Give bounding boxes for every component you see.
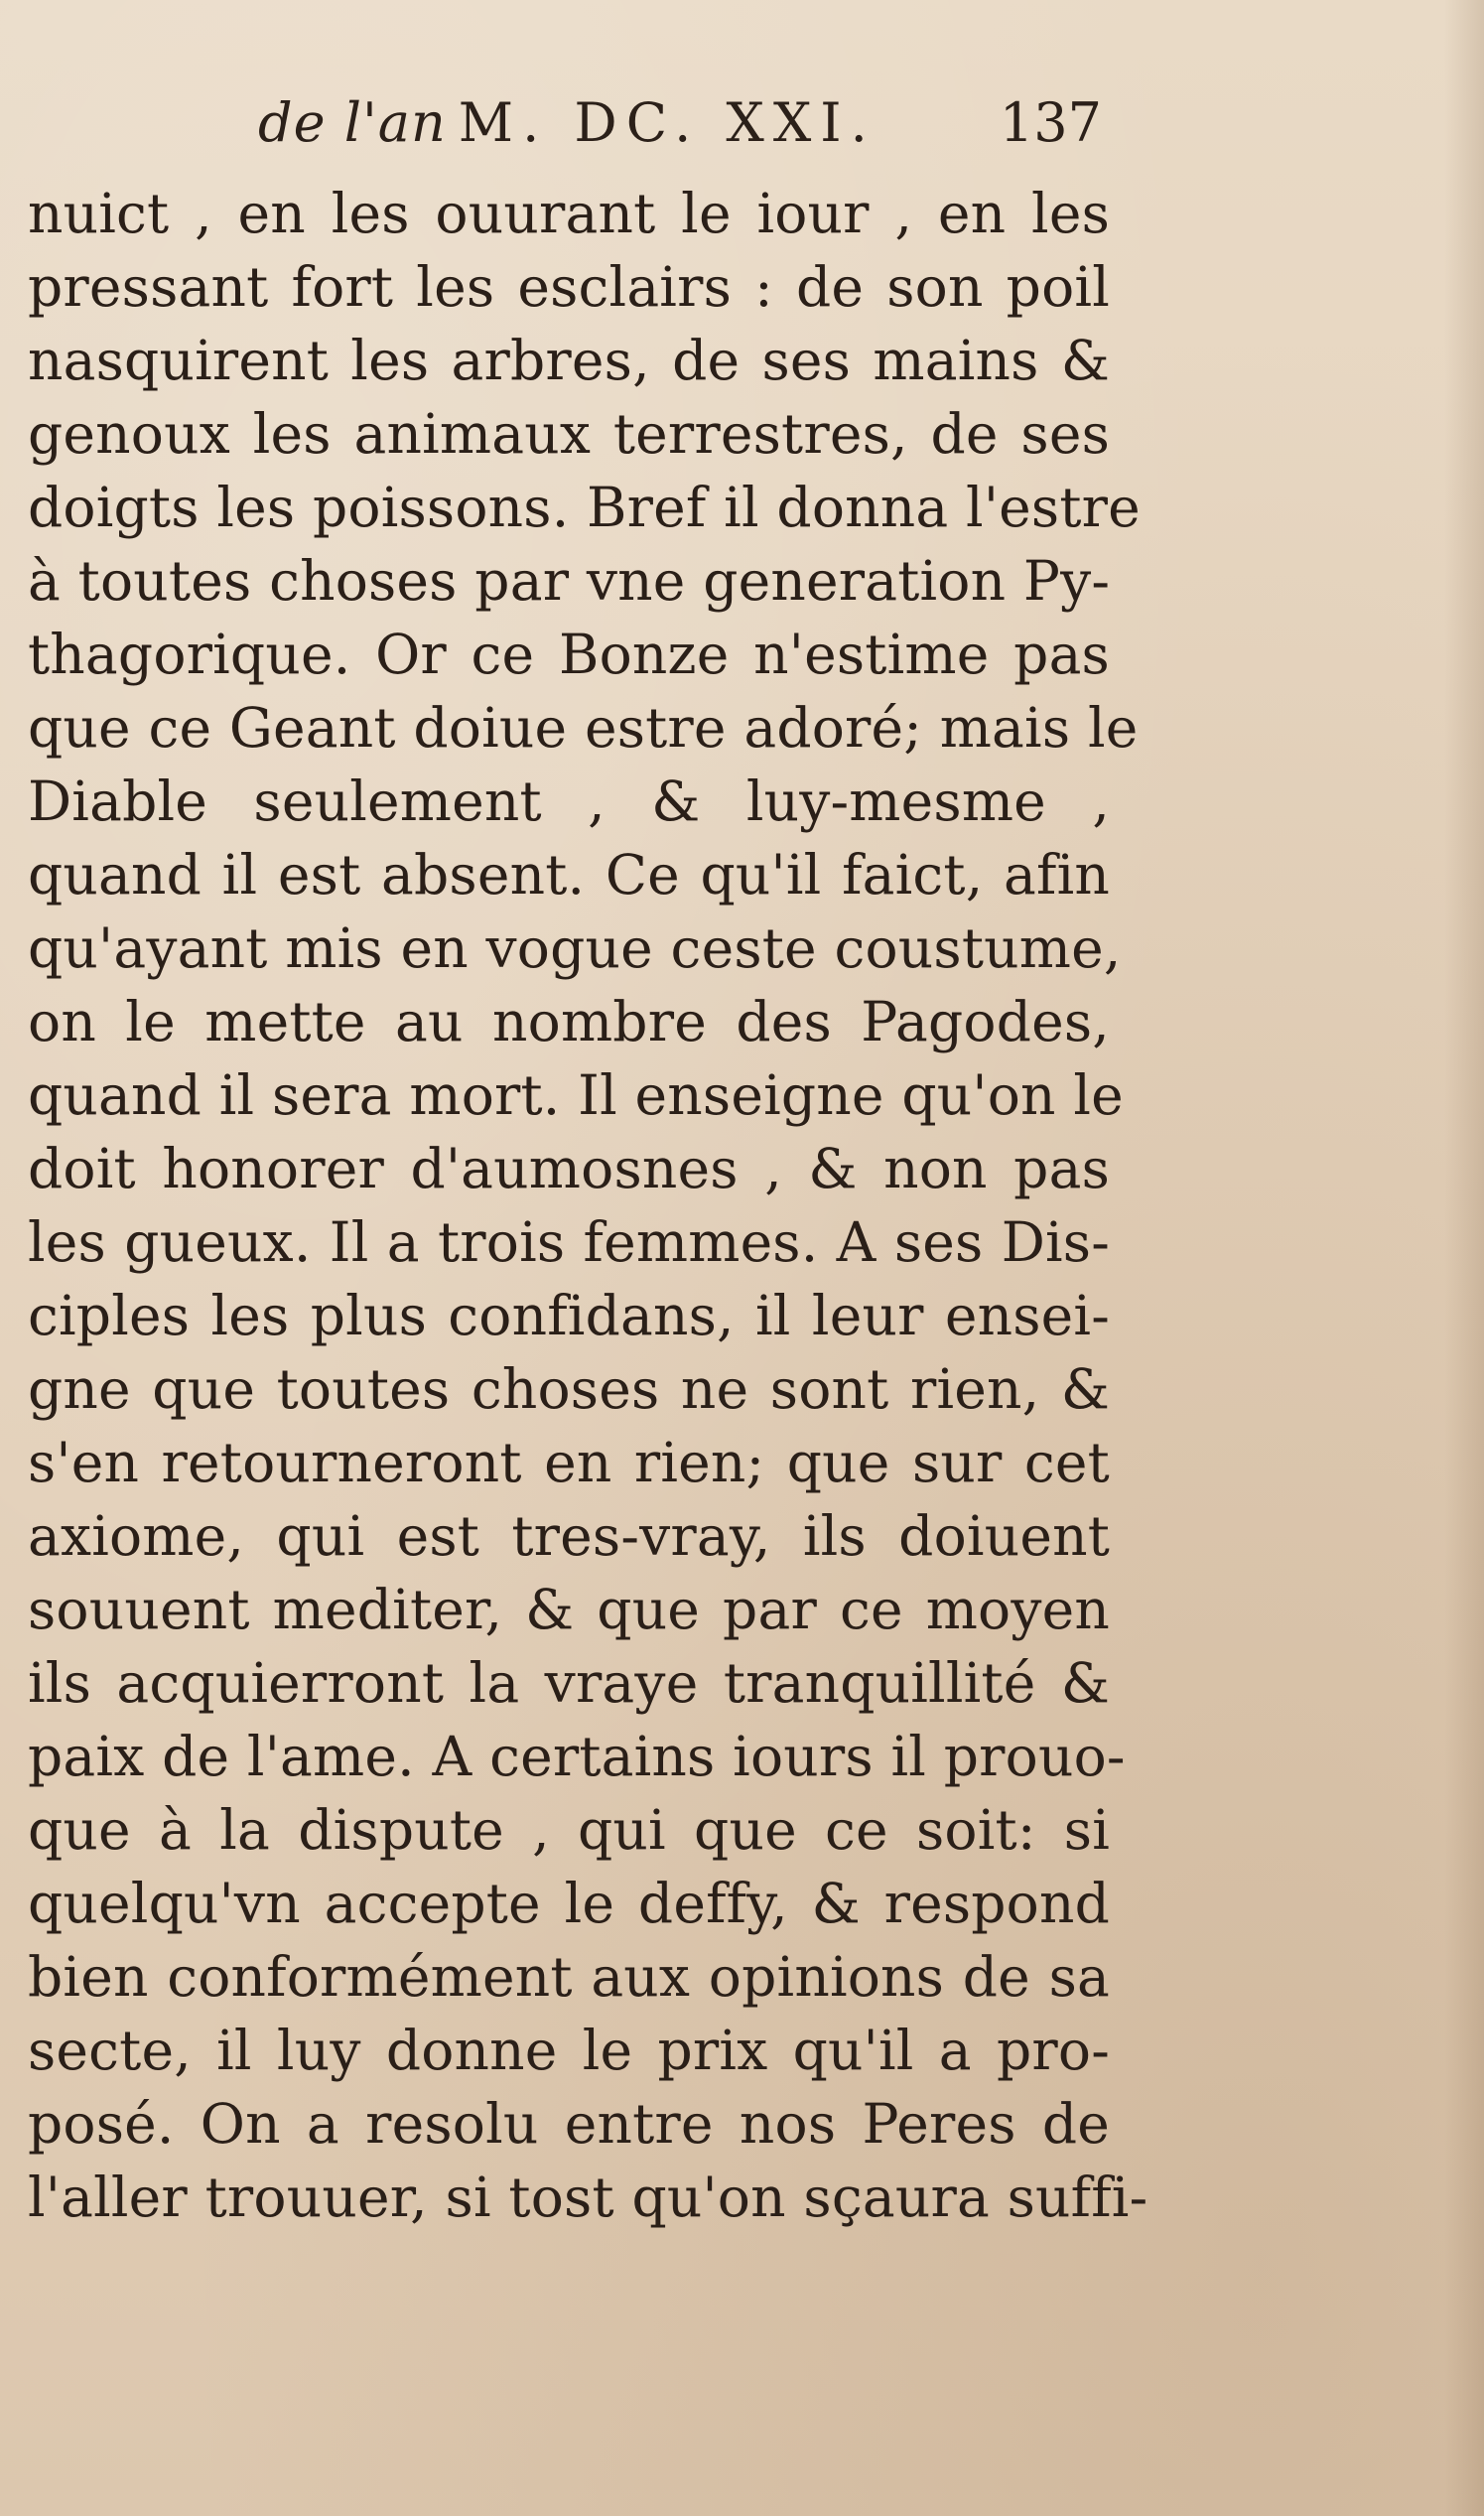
- text-line: les gueux. Il a trois femmes. A ses Dis-: [28, 1210, 1110, 1274]
- text-line: gne que toutes choses ne sont rien, &: [28, 1357, 1110, 1421]
- running-title-year: M. DC. XXI.: [458, 91, 877, 154]
- page-edge-shadow: [1444, 0, 1484, 2516]
- text-line: quelqu'vn accepte le deffy, & respond: [28, 1872, 1110, 1935]
- text-line: posé. On a resolu entre nos Peres de: [28, 2092, 1110, 2156]
- text-line: doigts les poissons. Bref il donna l'estre: [28, 476, 1141, 539]
- page-number: 137: [999, 91, 1102, 154]
- text-line: on le mette au nombre des Pagodes,: [28, 990, 1110, 1053]
- running-title-italic: de l'an: [258, 91, 447, 154]
- text-line: à toutes choses par vne generation Py-: [28, 549, 1111, 613]
- text-line: nuict , en les ouurant le iour , en les: [28, 182, 1110, 245]
- running-title: [258, 91, 877, 154]
- text-line: nasquirent les arbres, de ses mains &: [28, 329, 1110, 392]
- text-line: ciples les plus confidans, il leur ensei-: [28, 1284, 1110, 1347]
- text-line: l'aller trouuer, si tost qu'on sçaura suffi-: [28, 2166, 1148, 2229]
- text-line: qu'ayant mis en vogue ceste coustume,: [28, 916, 1122, 980]
- text-line: quand il sera mort. Il enseigne qu'on le: [28, 1063, 1124, 1127]
- text-line: doit honorer d'aumosnes , & non pas: [28, 1137, 1110, 1200]
- text-line: que ce Geant doiue estre adoré; mais le: [28, 696, 1139, 760]
- text-line: bien conformément aux opinions de sa: [28, 1945, 1110, 2009]
- text-line: quand il est absent. Ce qu'il faict, afin: [28, 843, 1110, 907]
- text-line: que à la dispute , qui que ce soit: si: [28, 1798, 1110, 1862]
- text-line: thagorique. Or ce Bonze n'estime pas: [28, 623, 1110, 686]
- text-line: axiome, qui est tres-vray, ils doiuent: [28, 1504, 1110, 1568]
- text-line: souuent mediter, & que par ce moyen: [28, 1578, 1110, 1641]
- text-line: Diable seulement , & luy-mesme ,: [28, 769, 1110, 833]
- text-line: ils acquierront la vraye tranquillité &: [28, 1651, 1110, 1715]
- text-line: paix de l'ame. A certains iours il prouo-: [28, 1725, 1126, 1788]
- running-header: [258, 91, 1102, 171]
- text-line: pressant fort les esclairs : de son poil: [28, 255, 1110, 319]
- text-line: secte, il luy donne le prix qu'il a pro-: [28, 2019, 1110, 2082]
- text-line: genoux les animaux terrestres, de ses: [28, 402, 1110, 466]
- text-line: s'en retourneront en rien; que sur cet: [28, 1431, 1110, 1494]
- body-text: [28, 177, 1148, 2234]
